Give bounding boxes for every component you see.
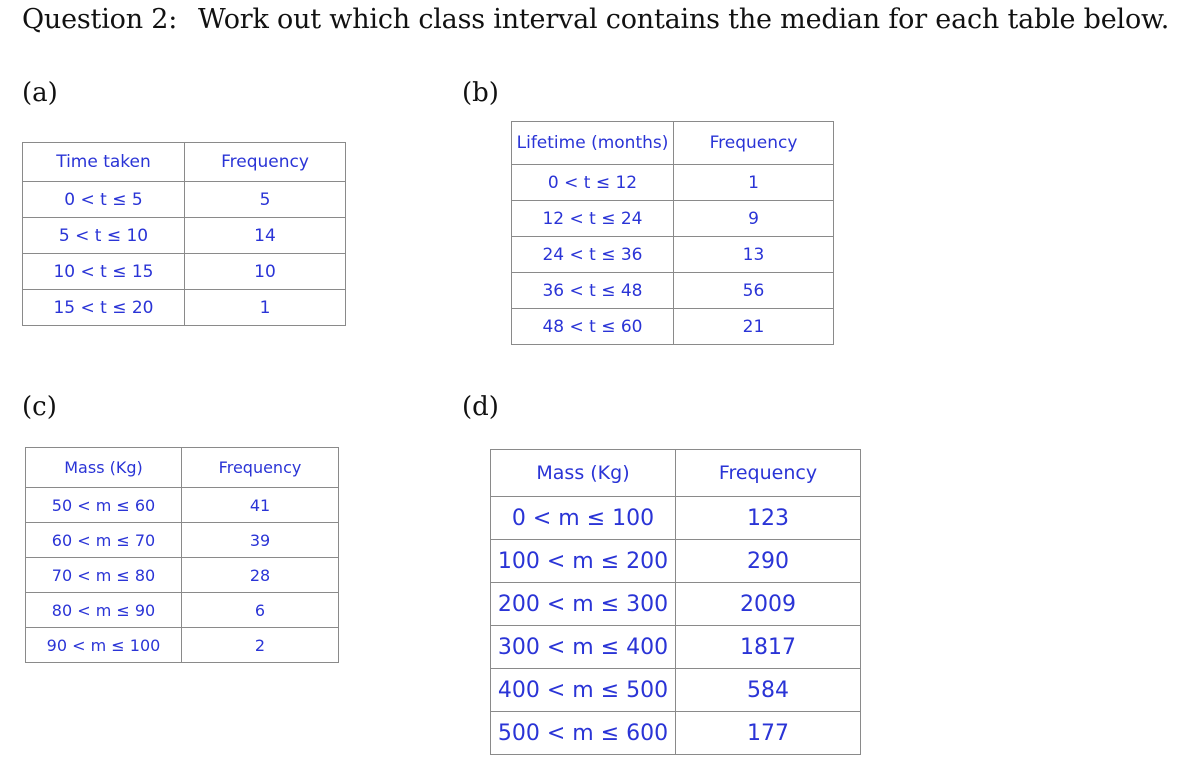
table-b [511,121,834,345]
table-row [23,290,346,326]
column-header-class: Time taken [23,143,185,182]
part-a-label: (a) [22,78,58,108]
question-title [22,4,1170,35]
frequency-value: 290 [676,540,861,583]
column-header-class: Mass (Kg) [26,448,182,488]
table-row [491,583,861,626]
column-header-frequency: Frequency [674,122,834,165]
frequency-value: 5 [185,182,346,218]
class-interval: 12 < t ≤ 24 [512,201,674,237]
question-text: Work out which class interval contains the median for each table below. [198,4,1170,35]
frequency-value: 2 [182,628,339,663]
class-interval: 50 < m ≤ 60 [26,488,182,523]
frequency-value: 6 [182,593,339,628]
table-row [26,628,339,663]
class-interval: 100 < m ≤ 200 [491,540,676,583]
class-interval: 400 < m ≤ 500 [491,669,676,712]
table-row [491,497,861,540]
table-row [512,273,834,309]
frequency-value: 28 [182,558,339,593]
table-row [26,488,339,523]
frequency-value: 1817 [676,626,861,669]
table-row [491,540,861,583]
table-row [491,669,861,712]
frequency-value: 41 [182,488,339,523]
table-row [512,309,834,345]
column-header-class: Mass (Kg) [491,450,676,497]
table-row [23,182,346,218]
table-row [512,165,834,201]
frequency-value: 123 [676,497,861,540]
class-interval: 0 < t ≤ 12 [512,165,674,201]
table-header-row [26,448,339,488]
table-header-row [512,122,834,165]
question-number: Question 2: [22,4,178,35]
class-interval: 0 < t ≤ 5 [23,182,185,218]
class-interval: 60 < m ≤ 70 [26,523,182,558]
part-b-label: (b) [462,78,499,108]
table-row [512,201,834,237]
table-header-row [23,143,346,182]
frequency-value: 1 [185,290,346,326]
class-interval: 15 < t ≤ 20 [23,290,185,326]
frequency-value: 56 [674,273,834,309]
class-interval: 0 < m ≤ 100 [491,497,676,540]
class-interval: 36 < t ≤ 48 [512,273,674,309]
column-header-frequency: Frequency [185,143,346,182]
table-row [26,523,339,558]
frequency-value: 584 [676,669,861,712]
column-header-frequency: Frequency [676,450,861,497]
table-row [491,712,861,755]
frequency-value: 39 [182,523,339,558]
table-row [491,626,861,669]
table-row [26,558,339,593]
table-header-row [491,450,861,497]
frequency-value: 13 [674,237,834,273]
table-row [512,237,834,273]
frequency-value: 177 [676,712,861,755]
frequency-value: 2009 [676,583,861,626]
frequency-value: 1 [674,165,834,201]
class-interval: 300 < m ≤ 400 [491,626,676,669]
class-interval: 24 < t ≤ 36 [512,237,674,273]
column-header-class: Lifetime (months) [512,122,674,165]
table-row [26,593,339,628]
frequency-value: 9 [674,201,834,237]
table-row [23,218,346,254]
frequency-value: 10 [185,254,346,290]
class-interval: 90 < m ≤ 100 [26,628,182,663]
class-interval: 48 < t ≤ 60 [512,309,674,345]
part-c-label: (c) [22,392,57,422]
table-row [23,254,346,290]
table-a [22,142,346,326]
table-d [490,449,861,755]
part-d-label: (d) [462,392,499,422]
class-interval: 500 < m ≤ 600 [491,712,676,755]
class-interval: 10 < t ≤ 15 [23,254,185,290]
class-interval: 200 < m ≤ 300 [491,583,676,626]
column-header-frequency: Frequency [182,448,339,488]
table-c [25,447,339,663]
class-interval: 80 < m ≤ 90 [26,593,182,628]
class-interval: 70 < m ≤ 80 [26,558,182,593]
frequency-value: 14 [185,218,346,254]
frequency-value: 21 [674,309,834,345]
class-interval: 5 < t ≤ 10 [23,218,185,254]
